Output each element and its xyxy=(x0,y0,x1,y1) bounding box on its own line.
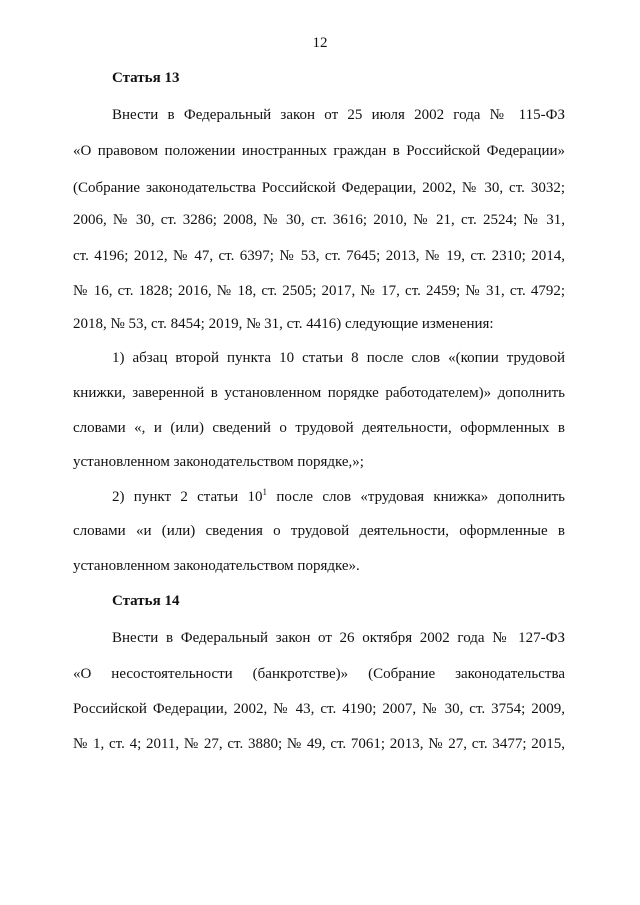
article-13-line-3: (Собрание законодательства Российской Федерации, 2002, № 30, ст. 3032; xyxy=(73,180,565,196)
article-14-line-1: Внести в Федеральный закон от 26 октября 2002 года № 127-ФЗ xyxy=(112,630,565,646)
article-13-line-5: ст. 4196; 2012, № 47, ст. 6397; № 53, ст. 7645; 2013, № 19, ст. 2310; 2014, xyxy=(73,248,565,264)
article-13-item-2-line-3: установленном законодательством порядке». xyxy=(73,558,360,574)
article-14-line-3: Российской Федерации, 2002, № 43, ст. 4190; 2007, № 30, ст. 3754; 2009, xyxy=(73,701,565,717)
article-13-item-1-line-2: книжки, заверенной в установленном порядке работодателем)» дополнить xyxy=(73,385,565,401)
article-13-item-1-line-4: установленном законодательством порядке,»; xyxy=(73,454,364,470)
article-14-line-2: «О несостоятельности (банкротстве)» (Собрание законодательства xyxy=(73,666,565,682)
article-13-line-1: Внести в Федеральный закон от 25 июля 2002 года № 115-ФЗ xyxy=(112,107,565,123)
article-13-item-1-line-1: 1) абзац второй пункта 10 статьи 8 после слов «(копии трудовой xyxy=(112,350,565,366)
item-2-superscript: 1 xyxy=(262,487,268,497)
item-2-text-start: 2) пункт 2 статьи 10 xyxy=(112,489,263,505)
item-2-text-end: после слов «трудовая книжка» дополнить xyxy=(267,489,565,505)
article-13-item-2-line-2: словами «и (или) сведения о трудовой деятельности, оформленные в xyxy=(73,523,565,539)
article-13-line-6: № 16, ст. 1828; 2016, № 18, ст. 2505; 2017, № 17, ст. 2459; № 31, ст. 4792; xyxy=(73,283,565,299)
article-14-line-4: № 1, ст. 4; 2011, № 27, ст. 3880; № 49, ст. 7061; 2013, № 27, ст. 3477; 2015, xyxy=(73,736,565,752)
article-13-item-2-line-1 xyxy=(112,488,565,506)
article-13-line-4: 2006, № 30, ст. 3286; 2008, № 30, ст. 3616; 2010, № 21, ст. 2524; № 31, xyxy=(73,212,565,228)
article-14-heading: Статья 14 xyxy=(112,593,180,609)
article-13-heading: Статья 13 xyxy=(112,70,180,86)
article-13-item-1-line-3: словами «, и (или) сведений о трудовой деятельности, оформленных в xyxy=(73,420,565,436)
page-number: 12 xyxy=(312,35,328,51)
article-13-line-7: 2018, № 53, ст. 8454; 2019, № 31, ст. 4416) следующие изменения: xyxy=(73,316,494,332)
article-13-line-2: «О правовом положении иностранных граждан в Российской Федерации» xyxy=(73,143,565,159)
